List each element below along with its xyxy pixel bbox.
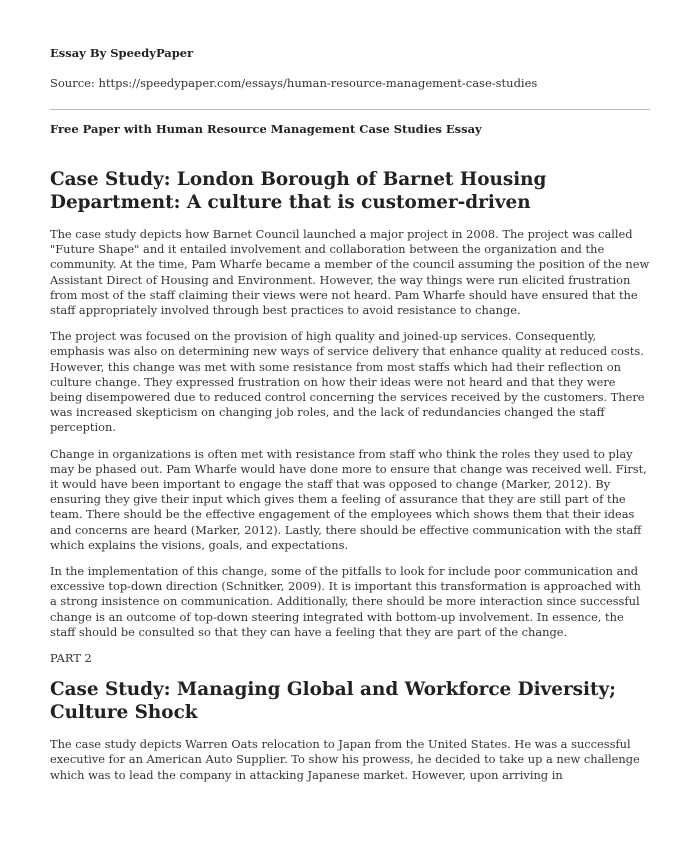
brand-title: Essay By SpeedyPaper <box>50 46 194 60</box>
paragraph: The project was focused on the provision of high quality and joined-up services. Consequently, emphasis was also on determining new ways of service delivery that enhance quality at reduced costs. However, this change was met with some resistance from most staffs which had their reflection on culture change. They expressed frustration on how their ideas were not heard and that they were being disempowered due to reduced control concerning the services received by the customers. There was increased skepticism on changing job roles, and the lack of redundancies changed the staff perception. <box>50 329 645 435</box>
paragraph: Change in organizations is often met with resistance from staff who think the roles they used to play may be phased out. Pam Wharfe would have done more to ensure that change was received well. First, it would have been important to engage the staff that was opposed to change (Marker, 2012). By ensuring they give their input which gives them a feeling of assurance that they are still part of the team. There should be the effective engagement of the employees which shows them that their ideas and concerns are heard (Marker, 2012). Lastly, there should be effective communication with the staff which explains the visions, goals, and expectations. <box>50 446 647 552</box>
section-heading: Case Study: London Borough of Barnet Housing Department: A culture that is customer-driven <box>50 169 547 213</box>
source-line: Source: https://speedypaper.com/essays/human-resource-management-case-studies <box>50 76 538 90</box>
essay-body <box>50 168 650 794</box>
header-divider <box>50 109 650 110</box>
paragraph: The case study depicts Warren Oats relocation to Japan from the United States. He was a successful executive for an American Auto Supplier. To show his prowess, he decided to take up a new challenge which was to lead the company in attacking Japanese market. However, upon arriving in <box>50 737 640 782</box>
section-heading-2: Case Study: Managing Global and Workforce Diversity; Culture Shock <box>50 679 616 724</box>
essay-subtitle: Free Paper with Human Resource Management Case Studies Essay <box>50 122 482 136</box>
paragraph: In the implementation of this change, some of the pitfalls to look for include poor communication and excessive top-down direction (Schnitker, 2009). It is important this transformation is approached with a strong insistence on communication. Additionally, there should be more interaction since successful change is an outcome of top-down steering integrated with bottom-up involvement. In essence, the staff should be consulted so that they can have a feeling that they are part of the change. <box>50 564 641 639</box>
paragraph: The case study depicts how Barnet Council launched a major project in 2008. The project was called "Future Shape" and it entailed involvement and collaboration between the organization and the community. At the time, Pam Wharfe became a member of the council assuming the position of the new Assistant Direct of Housing and Environment. However, the way things were run elicited frustration from most of the staff claiming their views were not heard. Pam Wharfe should have ensured that the staff appropriately involved through best practices to avoid resistance to change. <box>50 227 650 318</box>
part-label: PART 2 <box>50 651 92 666</box>
